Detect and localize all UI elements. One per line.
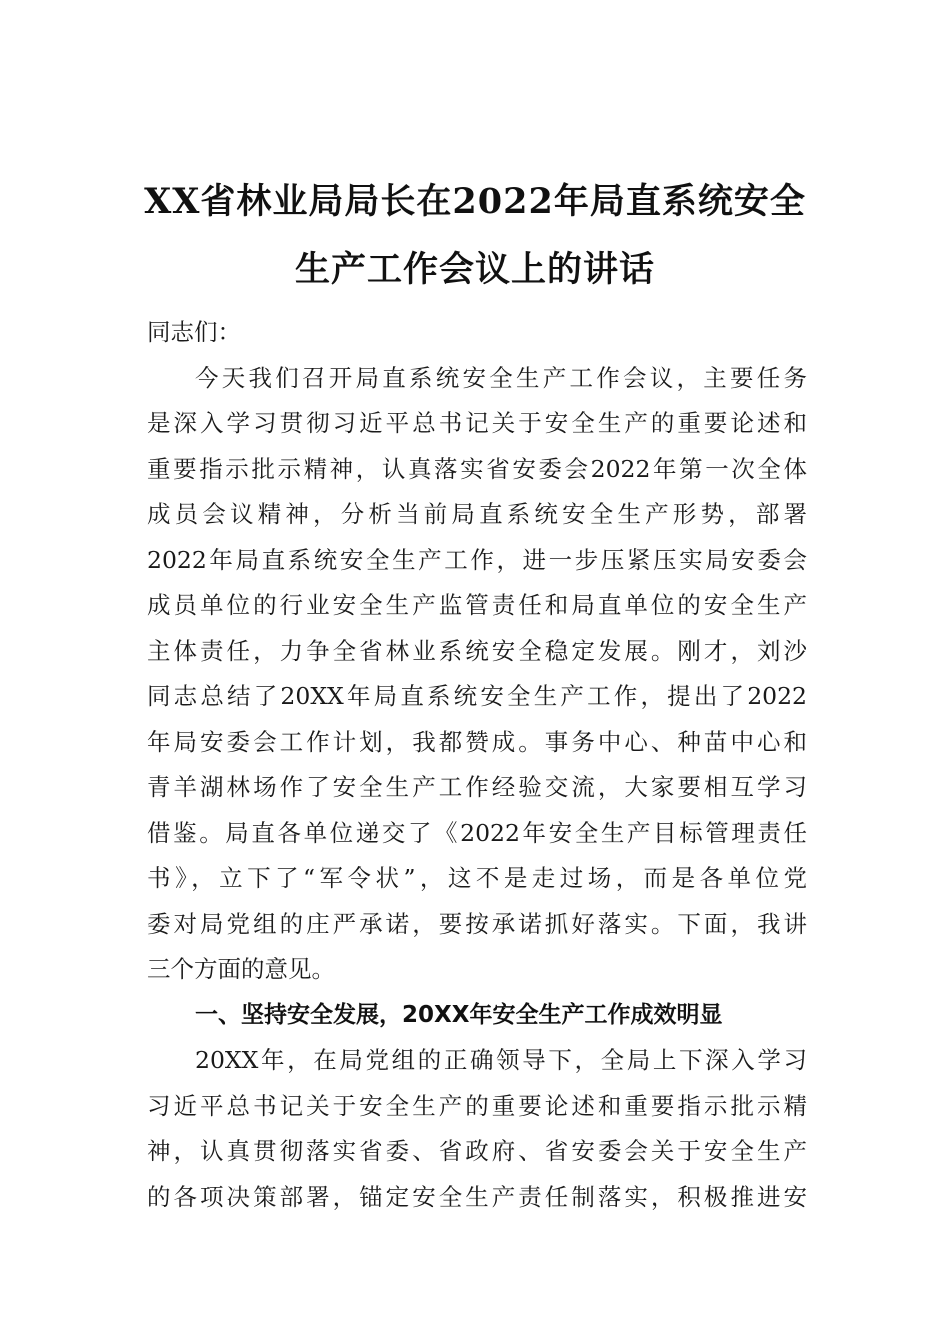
salutation: 同志们： — [147, 318, 241, 346]
paragraph-line: 成员会议精神，分析当前局直系统安全生产形势，部署 — [147, 500, 807, 528]
paragraph-line: 三个方面的意见。 — [147, 955, 335, 983]
paragraph-line: 委对局党组的庄严承诺，要按承诺抓好落实。下面，我讲 — [147, 909, 807, 938]
paragraph-line: 的各项决策部署，锚定安全生产责任制落实，积极推进安 — [147, 1182, 807, 1211]
paragraph-line: 年局安委会工作计划，我都赞成。事务中心、种苗中心和 — [147, 727, 807, 756]
section-heading-1: 一、坚持安全发展，20XX年安全生产工作成效明显 — [195, 1001, 723, 1028]
document-body — [147, 310, 807, 1220]
paragraph-line: 20XX年，在局党组的正确领导下，全局上下深入学习 — [195, 1046, 807, 1074]
paragraph-line: 习近平总书记关于安全生产的重要论述和重要指示批示精 — [147, 1091, 807, 1120]
paragraph-line: 今天我们召开局直系统安全生产工作会议，主要任务 — [195, 363, 807, 392]
paragraph-line: 重要指示批示精神，认真落实省安委会2022年第一次全体 — [147, 454, 807, 483]
document-title-line-1: XX省林业局局长在2022年局直系统安全 — [144, 181, 806, 222]
paragraph-1 — [147, 356, 807, 993]
document-title-line-2: 生产工作会议上的讲话 — [294, 249, 655, 290]
paragraph-line: 借鉴。局直各单位递交了《2022年安全生产目标管理责任 — [147, 818, 807, 847]
paragraph-line: 神，认真贯彻落实省委、省政府、省安委会关于安全生产 — [147, 1137, 807, 1165]
paragraph-line: 2022年局直系统安全生产工作，进一步压紧压实局安委会 — [147, 545, 807, 574]
paragraph-line: 书》，立下了“军令状”，这不是走过场，而是各单位党 — [147, 864, 807, 892]
paragraph-2 — [147, 1038, 807, 1220]
paragraph-line: 主体责任，力争全省林业系统安全稳定发展。刚才，刘沙 — [147, 636, 807, 665]
paragraph-line: 青羊湖林场作了安全生产工作经验交流，大家要相互学习 — [147, 773, 807, 801]
paragraph-line: 是深入学习贯彻习近平总书记关于安全生产的重要论述和 — [147, 409, 807, 437]
paragraph-line: 同志总结了20XX年局直系统安全生产工作，提出了2022 — [147, 682, 807, 710]
paragraph-line: 成员单位的行业安全生产监管责任和局直单位的安全生产 — [147, 591, 807, 619]
